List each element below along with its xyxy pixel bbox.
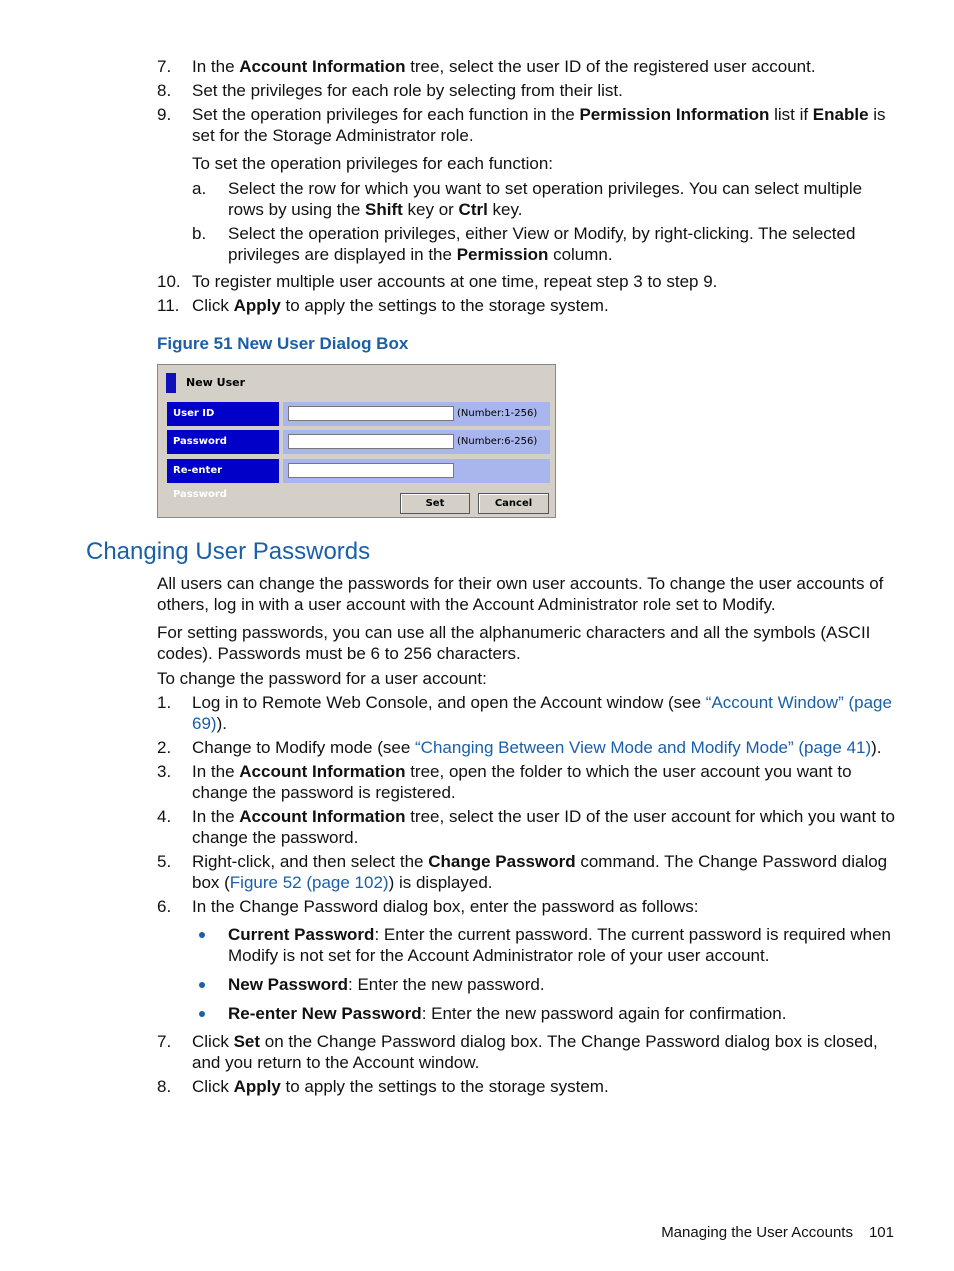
substep-letter: b. (192, 224, 207, 243)
text-run: to apply the settings to the storage system. (280, 296, 609, 315)
substep-text (228, 178, 902, 220)
text-run: Click (192, 1032, 234, 1051)
bullet-dot (199, 932, 205, 938)
text-run: command. The Change Password dialog box ( (192, 852, 888, 892)
bullet-dot (199, 982, 205, 988)
substep-text (228, 223, 902, 265)
bold-term: New Password (228, 975, 348, 994)
password-label: Password (167, 430, 279, 454)
bold-term: Account Information (239, 807, 406, 826)
step-text (192, 896, 902, 917)
text-run: is set for the Storage Administrator role. (192, 105, 886, 145)
user-id-row (167, 402, 550, 426)
figure-caption: Figure 51 New User Dialog Box (157, 334, 409, 353)
bold-term: Apply (233, 1077, 281, 1096)
text-run: In the Change Password dialog box, enter the password as follows: (192, 897, 699, 916)
step-text (192, 737, 902, 758)
bold-term: Permission (456, 245, 549, 264)
text-run: tree, select the user ID of the registered user account. (405, 57, 816, 76)
text-run: : Enter the new password. (348, 975, 545, 994)
text-run: ). (216, 714, 227, 733)
reenter-password-input[interactable] (288, 463, 454, 478)
text-run: : Enter the current password. The current password is required when Modify is not set for the Account Administrator role of your user account. (228, 925, 891, 965)
text-run: Select the row for which you want to set operation privileges. You can select multiple rows by using the (228, 179, 863, 219)
user-id-label: User ID (167, 402, 279, 426)
text-run: Click (192, 1077, 234, 1096)
step-text (192, 80, 902, 101)
bold-term: Set (233, 1032, 261, 1051)
page-number: 101 (868, 1224, 894, 1241)
step-text (192, 761, 902, 803)
bullet-text (228, 924, 902, 966)
bold-term: Current Password (228, 925, 375, 944)
text-run: Log in to Remote Web Console, and open the Account window (see (192, 693, 706, 712)
password-hint: (Number:6-256) (457, 436, 538, 447)
step-text (192, 104, 902, 146)
text-run: tree, open the folder to which the user account you want to change the password is registered. (192, 762, 852, 802)
title-marker (166, 373, 176, 393)
text-run: to apply the settings to the storage system. (280, 1077, 609, 1096)
text-run: Set the operation privileges for each function in the (192, 105, 580, 124)
reenter-password-row (167, 459, 550, 500)
intro-paragraph: All users can change the passwords for their own user accounts. To change the user accounts of others, log in with a user account with the Account Administrator role set to Modify. (157, 574, 884, 614)
bold-term: Shift (365, 200, 403, 219)
text-run: ). (871, 738, 882, 757)
step-text (192, 271, 902, 292)
step-number: 4. (157, 807, 172, 826)
dialog-title: New User (186, 376, 246, 389)
step-number: 6. (157, 897, 172, 916)
step-text (192, 806, 902, 848)
step-number: 8. (157, 1077, 172, 1096)
text-run: To register multiple user accounts at one time, repeat step 3 to step 9. (192, 272, 718, 291)
bold-term: Apply (233, 296, 281, 315)
cancel-button[interactable]: Cancel (478, 493, 549, 514)
text-run: : Enter the new password again for confirmation. (421, 1004, 787, 1023)
user-id-hint: (Number:1-256) (457, 408, 538, 419)
bold-term: Account Information (239, 762, 406, 781)
step-number: 5. (157, 852, 172, 871)
cross-reference-link[interactable]: “Changing Between View Mode and Modify Mode” (page 41) (415, 738, 872, 757)
step-text (192, 1031, 902, 1073)
step-text (192, 56, 902, 77)
bold-term: Permission Information (579, 105, 770, 124)
reenter-password-label: Re-enter Password (167, 459, 279, 483)
step-text (192, 851, 902, 893)
step-number: 7. (157, 1032, 172, 1051)
text-run: Click (192, 296, 234, 315)
text-run: list if (769, 105, 813, 124)
text-run: Right-click, and then select the (192, 852, 429, 871)
text-run: on the Change Password dialog box. The Change Password dialog box is closed, and you return to the Account window. (192, 1032, 878, 1072)
cross-reference-link[interactable]: “Account Window” (page 69) (192, 693, 892, 733)
text-run: ) is displayed. (388, 873, 493, 892)
text-run: key. (487, 200, 523, 219)
user-id-input[interactable] (288, 406, 454, 421)
password-input[interactable] (288, 434, 454, 449)
bold-term: Account Information (239, 57, 406, 76)
bullet-text (228, 974, 902, 995)
bold-term: Re-enter New Password (228, 1004, 422, 1023)
text-run: Set the privileges for each role by selecting from their list. (192, 81, 623, 100)
step-number: 11. (157, 296, 180, 315)
text-run: In the (192, 762, 240, 781)
bold-term: Ctrl (458, 200, 488, 219)
bold-term: Change Password (428, 852, 576, 871)
bullet-text (228, 1003, 902, 1024)
text-run: Change to Modify mode (see (192, 738, 416, 757)
bullet-dot (199, 1011, 205, 1017)
cross-reference-link[interactable]: Figure 52 (page 102) (229, 873, 389, 892)
section-heading: Changing User Passwords (86, 538, 371, 565)
step-text (192, 1076, 902, 1097)
new-user-dialog (157, 364, 556, 518)
text-run: key or (402, 200, 459, 219)
password-row (167, 430, 550, 454)
text-run: Select the operation privileges, either View or Modify, by right-clicking. The selected privileges are displayed in the (228, 224, 856, 264)
footer-section: Managing the User Accounts (661, 1224, 853, 1241)
page-footer (661, 1222, 894, 1243)
step-number: 7. (157, 57, 172, 76)
text-run: In the (192, 807, 240, 826)
step-number: 1. (157, 693, 172, 712)
substep-letter: a. (192, 179, 207, 198)
step-number: 10. (157, 272, 181, 291)
step-text (192, 692, 902, 734)
step-text (192, 295, 902, 316)
bold-term: Enable (812, 105, 869, 124)
set-button[interactable]: Set (400, 493, 470, 514)
text-run: tree, select the user ID of the user account for which you want to change the password. (192, 807, 895, 847)
step-number: 8. (157, 81, 172, 100)
dialog-title-bar (166, 373, 546, 393)
step-number: 2. (157, 738, 172, 757)
step-number: 3. (157, 762, 172, 781)
procedure-intro: To change the password for a user account: (157, 669, 487, 688)
step-9-intro: To set the operation privileges for each function: (192, 154, 553, 173)
password-rules-paragraph: For setting passwords, you can use all the alphanumeric characters and all the symbols (ASCII codes). Passwords must be 6 to 256 characters. (157, 623, 871, 663)
text-run: column. (548, 245, 613, 264)
step-number: 9. (157, 105, 172, 124)
text-run: In the (192, 57, 240, 76)
